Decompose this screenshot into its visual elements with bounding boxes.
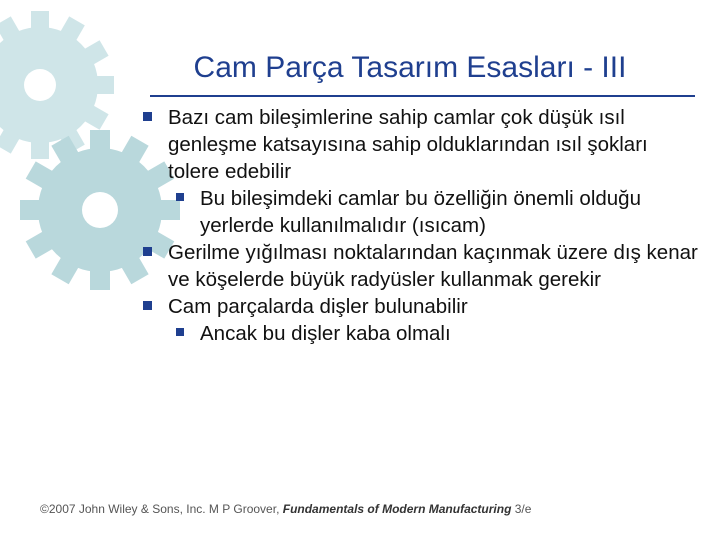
- square-bullet-icon: [143, 247, 152, 256]
- footer-book-title: Fundamentals of Modern Manufacturing: [282, 502, 512, 516]
- footer-edition: 3/e: [511, 502, 532, 516]
- copyright-footer: [40, 502, 531, 516]
- bullet-text: Bazı cam bileşimlerine sahip camlar çok düşük ısıl genleşme katsayısına sahip olduklarından ısıl şokları tolere edebilir: [168, 106, 648, 183]
- bullet-text: Cam parçalarda dişler bulunabilir: [168, 295, 468, 318]
- square-bullet-icon: [176, 328, 184, 336]
- bullet-text: Gerilme yığılması noktalarından kaçınmak üzere dış kenar ve köşelerde büyük radyüsler kullanmak gerekir: [168, 241, 698, 291]
- title-divider: [150, 95, 695, 97]
- sub-bullet-item: [140, 320, 700, 347]
- bullet-text: Bu bileşimdeki camlar bu özelliğin önemli olduğu yerlerde kullanılmalıdır (ısıcam): [200, 187, 641, 237]
- bullet-item: [140, 239, 700, 293]
- square-bullet-icon: [176, 193, 184, 201]
- bullet-list: [140, 104, 700, 347]
- square-bullet-icon: [143, 112, 152, 121]
- square-bullet-icon: [143, 301, 152, 310]
- footer-prefix: ©2007 John Wiley & Sons, Inc. M P Groover,: [40, 502, 283, 516]
- bullet-text: Ancak bu dişler kaba olmalı: [200, 322, 451, 345]
- bullet-item: [140, 104, 700, 185]
- sub-bullet-item: [140, 185, 700, 239]
- slide-title: Cam Parça Tasarım Esasları - III: [193, 51, 627, 84]
- bullet-item: [140, 293, 700, 320]
